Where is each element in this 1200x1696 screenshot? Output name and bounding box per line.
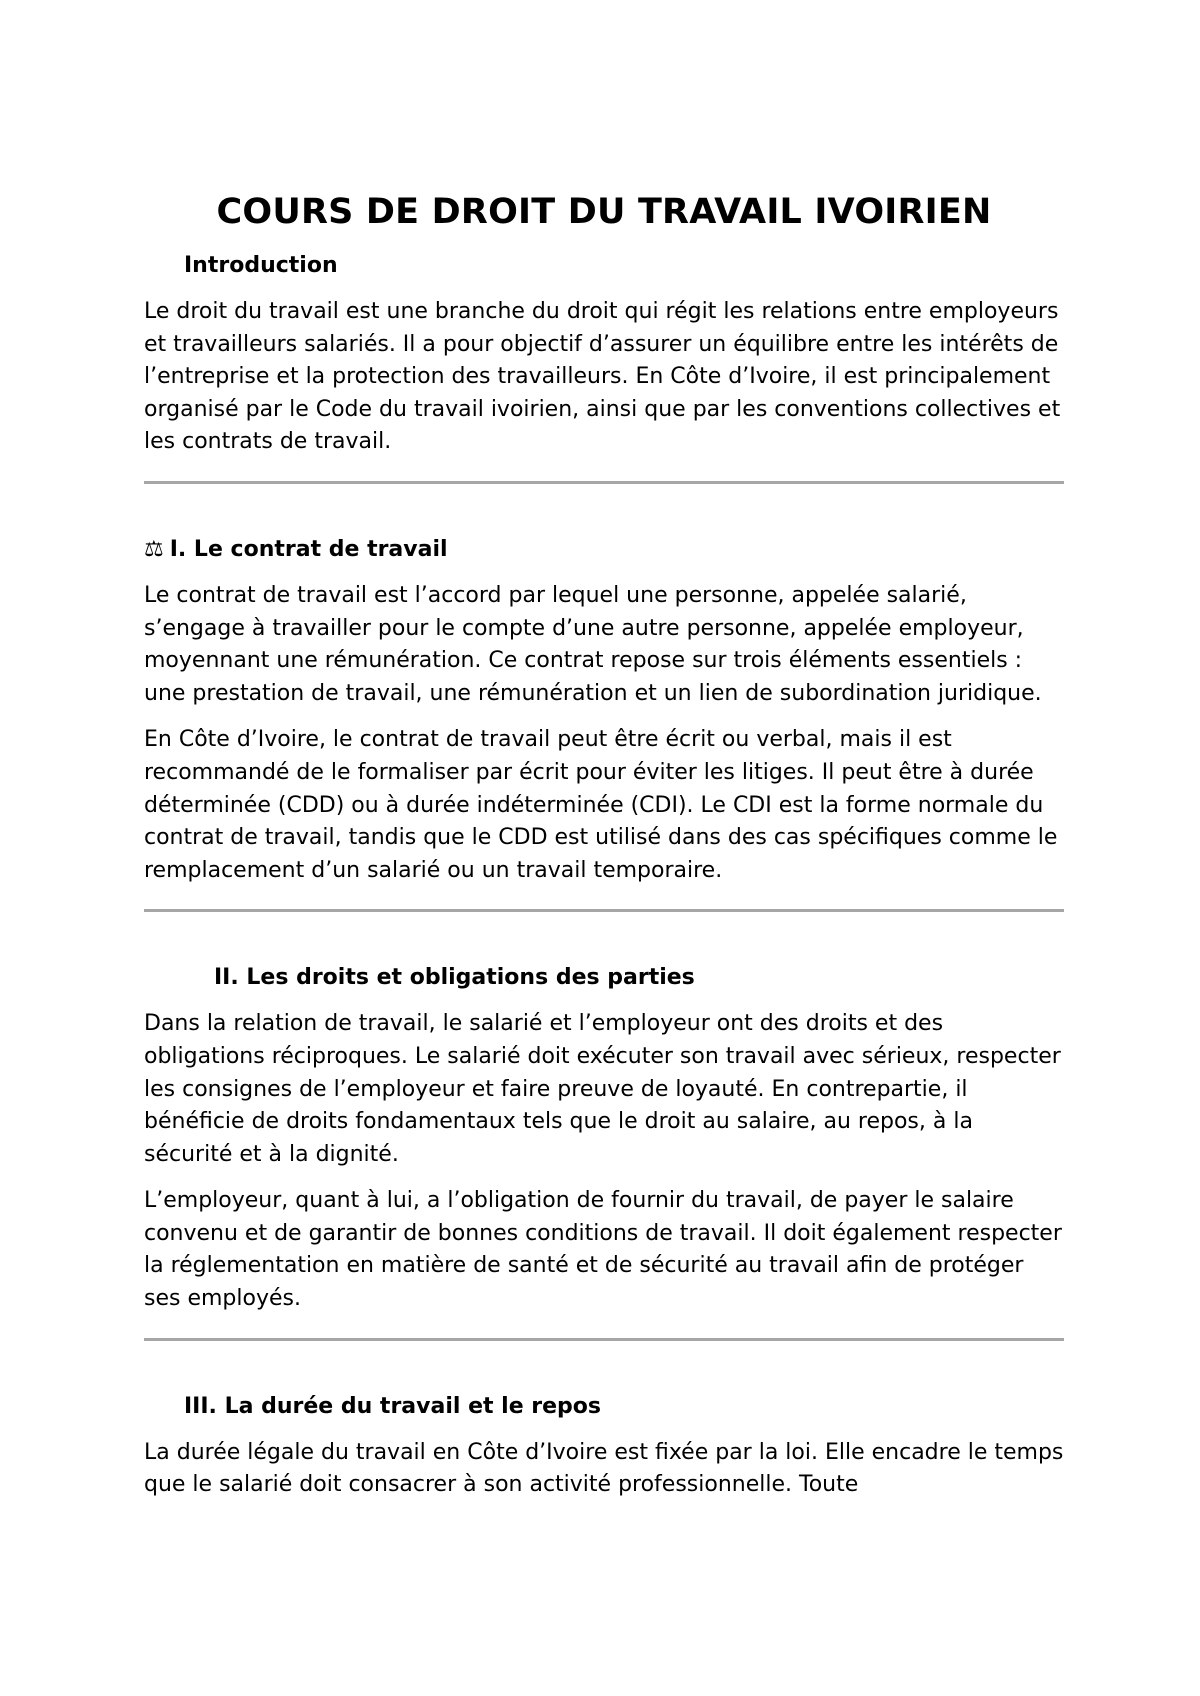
section2-paragraph-1: Dans la relation de travail, le salarié et l’employeur ont des droits et des obligations réciproques. Le salarié doit exécuter son travail avec sérieux, respecter les consignes de l’employeur et faire preuve de loyauté. En contrepartie, il bénéficie de droits fondamentaux tels que le droit au salaire, au repos, à la sécurité et à la dignité. [144, 1011, 1061, 1167]
section-divider [144, 481, 1064, 484]
document-title: COURS DE DROIT DU TRAVAIL IVOIRIEN [216, 192, 992, 232]
section-divider [144, 909, 1064, 912]
section3-paragraph-1: La durée légale du travail en Côte d’Ivoire est fixée par la loi. Elle encadre le temps que le salarié doit consacrer à son activité professionnelle. Toute [144, 1439, 1064, 1498]
section1-heading [144, 534, 1064, 566]
section3-heading: III. La durée du travail et le repos [184, 1393, 602, 1419]
intro-heading: Introduction [184, 253, 338, 278]
section2-paragraph-2: L’employeur, quant à lui, a l’obligation de fournir du travail, de payer le salaire convenu et de garantir de bonnes conditions de travail. Il doit également respecter la réglementation en matière de santé et de sécurité au travail afin de protéger ses employés. [144, 1188, 1062, 1312]
document-content [144, 188, 1064, 1516]
section2-heading: II. Les droits et obligations des parties [214, 965, 695, 991]
intro-paragraph-1: Le droit du travail est une branche du droit qui régit les relations entre employeurs et travailleurs salariés. Il a pour objectif d’assurer un équilibre entre les intérêts de l’entreprise et la protection des travailleurs. En Côte d’Ivoire, il est principalement organisé par le Code du travail ivoirien, ainsi que par les conventions collectives et les contrats de travail. [144, 299, 1061, 455]
scales-icon: ⚖ [144, 536, 164, 562]
section-divider [144, 1338, 1064, 1341]
section1-paragraph-1: Le contrat de travail est l’accord par lequel une personne, appelée salarié, s’engage à travailler pour le compte d’une autre personne, appelée employeur, moyennant une rémunération. Ce contrat repose sur trois éléments essentiels : une prestation de travail, une rémunération et un lien de subordination juridique. [144, 582, 1042, 706]
section1-heading-text: I. Le contrat de travail [169, 536, 448, 562]
section1-paragraph-2: En Côte d’Ivoire, le contrat de travail peut être écrit ou verbal, mais il est recommandé de le formaliser par écrit pour éviter les litiges. Il peut être à durée déterminée (CDD) ou à durée indéterminée (CDI). Le CDI est la forme normale du contrat de travail, tandis que le CDD est utilisé dans des cas spécifiques comme le remplacement d’un salarié ou un travail temporaire. [144, 727, 1058, 883]
